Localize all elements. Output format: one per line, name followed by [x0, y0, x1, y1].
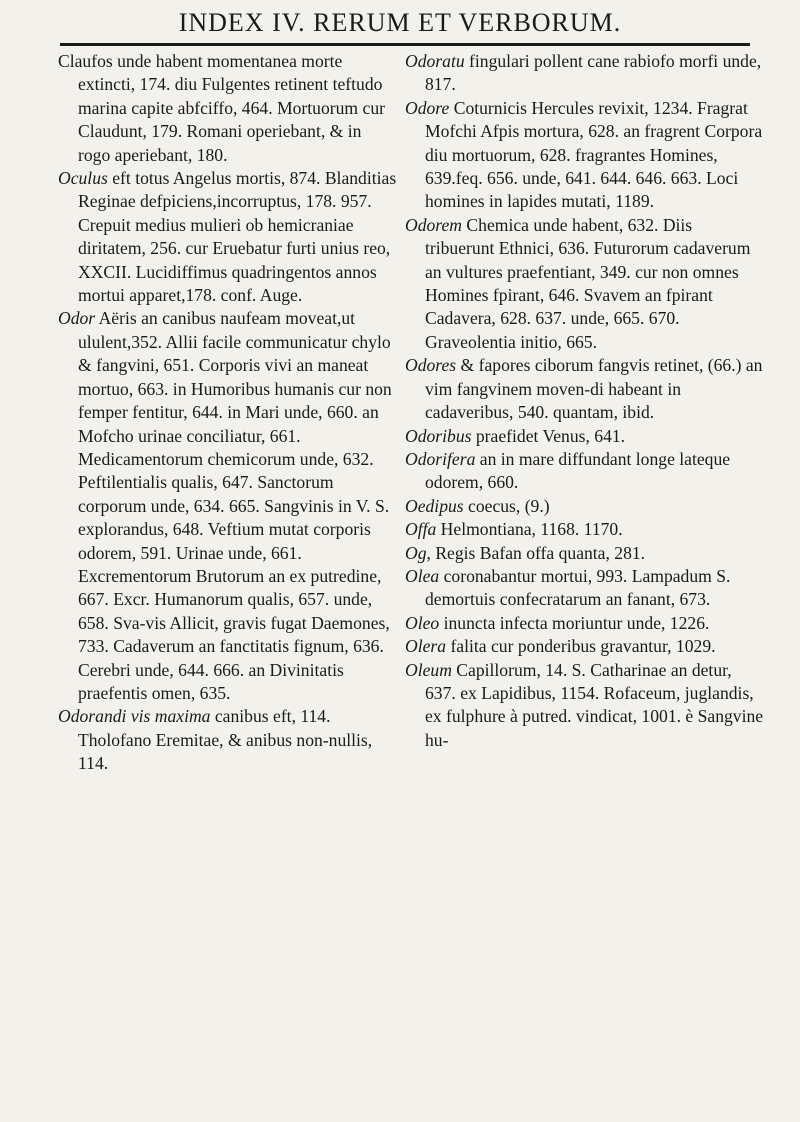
right-column: [405, 50, 765, 752]
entry-text: Capillorum, 14. S. Catharinae an detur, 637. ex Lapidibus, 1154. Rofaceum, juglandis, ex fulphure à putred. vindicat, 1001. è Sangvine hu-: [425, 659, 764, 750]
entry-keyword: Offa: [405, 519, 437, 540]
entry-keyword: Og: [405, 542, 427, 563]
entry-keyword: Odorem: [405, 214, 463, 235]
index-entry: [405, 214, 765, 354]
index-entry: [405, 354, 765, 424]
entry-text: an in mare diffundant longe lateque odorem, 660.: [425, 448, 731, 493]
entry-text: , Regis Bafan offa quanta, 281.: [426, 542, 646, 563]
entry-text: falita cur ponderibus gravantur, 1029.: [446, 636, 716, 657]
entry-keyword: Olea: [405, 565, 440, 586]
entry-text: coecus, (9.): [463, 495, 550, 516]
entry-keyword: Odorandi vis maxima: [58, 706, 211, 727]
entry-text: Coturnicis Hercules revixit, 1234. Fragrat Mofchi Afpis mortura, 628. an fragrent Corpora diu mortuorum, 628. fragrantes Homines, 639.feq. 656. unde, 641. 644. 646. 663. Loci homines in lapides mutati, 1189.: [425, 97, 763, 212]
entry-keyword: Oleo: [405, 612, 440, 633]
entry-text: coronabantur mortui, 993. Lampadum S. demortuis confecratarum an fanant, 673.: [425, 565, 731, 610]
index-entry: [405, 565, 765, 612]
entry-text: & fapores ciborum fangvis retinet, (66.) an vim fangvinem moven-di habeant in cadaveribus, 540. quantam, ibid.: [425, 355, 763, 423]
index-entry: [58, 705, 398, 775]
entry-text: Helmontiana, 1168. 1170.: [436, 519, 623, 540]
header-rule: [60, 43, 750, 46]
entry-text: Aëris an canibus naufeam moveat,ut ululent,352. Allii facile communicatur chylo & fangvini, 651. Corporis vivi an maneat mortuo, 663. in Humoribus humanis cur non femper fentitur, 644. in Mari unde, 660. an Mofcho urinae conciliatur, 661. Medicamentorum chemicorum unde, 632. Peftilentialis qualis, 647. Sanctorum corporum unde, 634. 665. Sangvinis in V. S. explorandus, 648. Veftium mutat corporis odorem, 591. Urinae unde, 661. Excrementorum Brutorum an ex putredine, 667. Excr. Humanorum qualis, 657. unde, 658. Sva-vis Allicit, gravis fugat Daemones, 733. Cadaverum an fanctitatis fignum, 636. Cerebri unde, 644. 666. an Divinitatis praefentis omen, 635.: [78, 308, 392, 703]
entry-text: praefidet Venus, 641.: [471, 425, 626, 446]
entry-text: Chemica unde habent, 632. Diis tribuerunt Ethnici, 636. Futurorum cadaverum an vultures praefentiant, 349. cur non omnes Homines fpirant, 646. Svavem an fpirant Cadavera, 628. 637. unde, 665. 670. Graveolentia initio, 665.: [425, 214, 751, 352]
entry-text: Claufos unde habent momentanea morte extincti, 174. diu Fulgentes retinent teftudo marina capite abfciffo, 464. Mortuorum cur Claudunt, 179. Romani operiebant, & in rogo aperiebant, 180.: [58, 51, 385, 165]
index-entry: [58, 167, 398, 307]
left-column: [58, 50, 398, 776]
entry-keyword: Oculus: [58, 168, 108, 189]
entry-text: inuncta infecta moriuntur unde, 1226.: [439, 612, 710, 633]
index-entry: [405, 518, 765, 541]
entry-keyword: Odoratu: [405, 51, 465, 71]
index-entry: [405, 659, 765, 753]
entry-keyword: Odores: [405, 355, 457, 376]
index-entry: [405, 97, 765, 214]
entry-keyword: Odorifera: [405, 448, 476, 469]
index-entry: [405, 448, 765, 495]
entry-keyword: Odor: [58, 308, 96, 329]
index-entry: [405, 495, 765, 518]
index-entry: [405, 542, 765, 565]
page-header: INDEX IV. RERUM ET VERBORUM.: [178, 8, 622, 37]
index-entry: [58, 50, 398, 167]
index-entry: [405, 50, 765, 97]
index-entry: [405, 425, 765, 448]
entry-keyword: Olera: [405, 636, 447, 657]
entry-keyword: Odoribus: [405, 425, 472, 446]
entry-keyword: Oedipus: [405, 495, 464, 516]
index-entry: [405, 612, 765, 635]
entry-keyword: Odore: [405, 97, 450, 118]
entry-keyword: Oleum: [405, 659, 452, 680]
entry-text: fingulari pollent cane rabiofo morfi unde, 817.: [425, 51, 762, 95]
index-entry: [58, 307, 398, 705]
entry-text: canibus eft, 114. Tholofano Eremitae, & anibus non-nullis, 114.: [78, 706, 373, 774]
entry-text: eft totus Angelus mortis, 874. Blanditias Reginae defpiciens,incorruptus, 178. 957. Crepuit medius mulieri ob hemicraniae diritatem, 256. cur Eruebatur furti unius reo, XXCII. Lucidiffimus quadringentos annos mortui apparet,178. conf. Auge.: [78, 168, 397, 306]
index-entry: [405, 635, 765, 658]
